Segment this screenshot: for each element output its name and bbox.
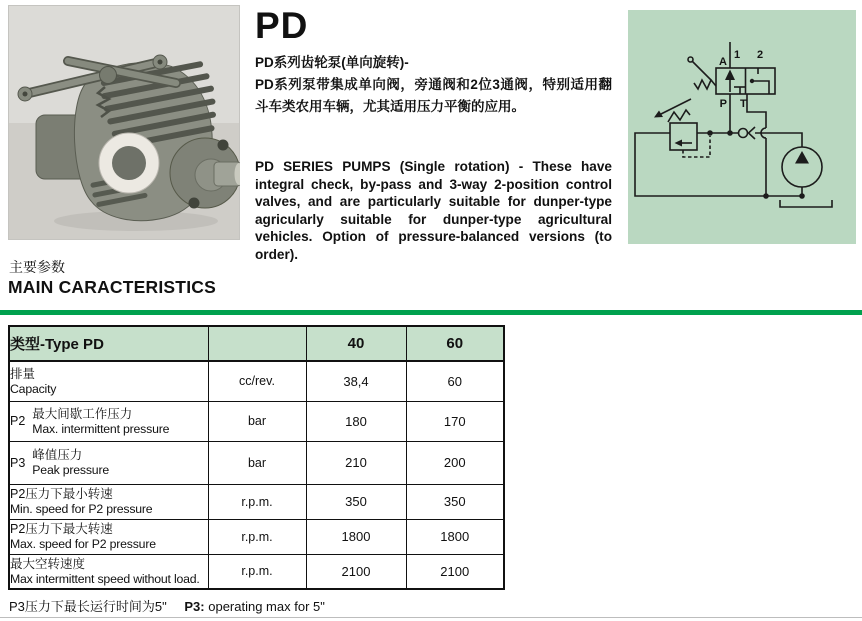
row-label-cn: 最大空转速度 — [10, 556, 86, 571]
intro-block — [255, 4, 612, 263]
valve-spring — [694, 80, 716, 89]
footnote-en-text: operating max for 5" — [208, 599, 325, 614]
table-header-row — [9, 326, 504, 361]
row-unit: bar — [208, 441, 306, 484]
page-title: PD — [255, 5, 309, 46]
row-label-en: Capacity — [10, 381, 57, 396]
row-label-en: Max. speed for P2 pressure — [10, 537, 156, 551]
row-value-40: 180 — [306, 401, 406, 441]
row-value-40: 350 — [306, 484, 406, 519]
description-cn-title: PD系列齿轮泵(单向旋转)- — [255, 55, 409, 70]
row-value-60: 200 — [406, 441, 504, 484]
row-unit: bar — [208, 401, 306, 441]
row-prefix: P2 — [10, 414, 26, 428]
label-position-1: 1 — [734, 49, 741, 61]
flow-arrow-up — [725, 70, 735, 81]
row-label-cn: P2压力下最小转速 — [10, 487, 113, 501]
table-row — [9, 554, 504, 589]
row-value-40: 38,4 — [306, 361, 406, 401]
main-characteristics-table — [8, 325, 505, 590]
row-label-cn: 排量 — [10, 366, 36, 381]
row-prefix: P3 — [10, 455, 26, 470]
table-row — [9, 484, 504, 519]
row-value-60: 2100 — [406, 554, 504, 589]
description-en — [255, 158, 612, 263]
row-unit: r.p.m. — [208, 519, 306, 554]
row-value-60: 350 — [406, 484, 504, 519]
row-label-cn: 峰值压力 — [32, 448, 83, 462]
row-label-en: Min. speed for P2 pressure — [10, 502, 153, 516]
row-value-60: 60 — [406, 361, 504, 401]
row-label-en: Max. intermittent pressure — [32, 421, 170, 436]
product-photo — [8, 5, 240, 240]
section-heading-en: MAIN CARACTERISTICS — [8, 277, 216, 297]
description-cn-body: PD系列泵带集成单向阀，旁通阀和2位3通阀，特别适用翻斗车类农用车辆，尤其适用压力平衡的应用。 — [255, 77, 612, 114]
row-value-60: 170 — [406, 401, 504, 441]
label-port-p: P — [719, 98, 727, 110]
row-value-40: 2100 — [306, 554, 406, 589]
bottom-page-rule — [0, 617, 862, 618]
row-value-40: 210 — [306, 441, 406, 484]
label-port-a: A — [719, 56, 727, 68]
valve-lever — [692, 61, 712, 81]
description-en-body: These have integral check, by-pass and 3-way 2-position control valves, and are particularly suitable for dunper-type agricularly suitable for dunper-type agricultural vehicles. Option of pressure-balanced versions (to order). — [255, 159, 612, 262]
description-en-lead: PD SERIES PUMPS (Single rotation) - — [255, 159, 533, 174]
row-unit: r.p.m. — [208, 484, 306, 519]
table-row — [9, 441, 504, 484]
table-row — [9, 361, 504, 401]
check-valve — [739, 129, 748, 138]
table-row — [9, 519, 504, 554]
line-port-t — [747, 94, 766, 128]
relief-valve-spring — [668, 110, 690, 122]
row-label-cn: 最大间歇工作压力 — [32, 406, 133, 421]
row-label-en: Max intermittent speed without load. — [10, 571, 200, 586]
green-divider-rule — [0, 310, 862, 315]
table-row — [9, 401, 504, 441]
label-position-2: 2 — [757, 49, 764, 61]
footnote-cn: P3压力下最长运行时间为5" — [9, 599, 167, 614]
row-unit: cc/rev. — [208, 361, 306, 401]
row-unit: r.p.m. — [208, 554, 306, 589]
tank-symbol — [780, 200, 832, 207]
row-label-en: Peak pressure — [32, 463, 109, 477]
header-model-40: 40 — [306, 326, 406, 361]
row-value-60: 1800 — [406, 519, 504, 554]
row-label-cn: P2压力下最大转速 — [10, 522, 113, 536]
label-port-t: T — [740, 98, 747, 110]
header-type-pd: 类型-Type PD — [9, 326, 208, 361]
section-heading-cn: 主要参数 — [9, 259, 65, 275]
footnote — [9, 596, 325, 615]
footnote-en-label: P3: — [184, 599, 205, 614]
header-unit-blank — [208, 326, 306, 361]
header-model-60: 60 — [406, 326, 504, 361]
gear-pump-photo-illustration — [8, 5, 240, 240]
hydraulic-circuit-diagram — [628, 10, 856, 244]
relief-valve — [670, 123, 697, 150]
row-value-40: 1800 — [306, 519, 406, 554]
